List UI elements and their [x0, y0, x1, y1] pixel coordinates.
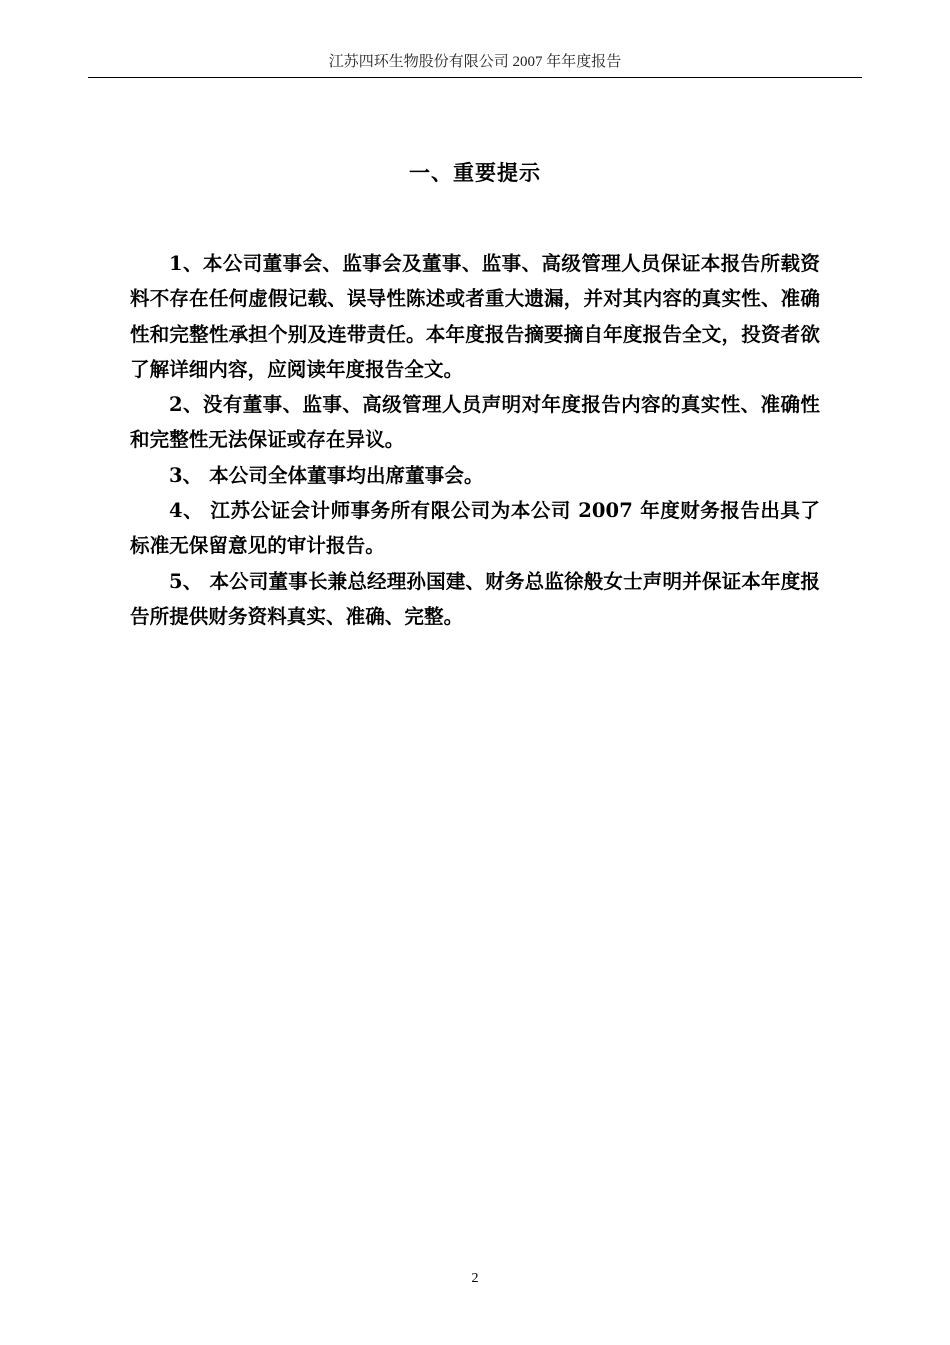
running-header: 江苏四环生物股份有限公司 2007 年年度报告: [328, 54, 622, 70]
page-number: 2: [471, 1271, 479, 1286]
notice-paragraph-4: 4、 江苏公证会计师事务所有限公司为本公司 2007 年度财务报告出具了标准无保留意见的审计报告。: [130, 499, 820, 558]
section-title: 一、重要提示: [409, 161, 541, 185]
notice-paragraph-1: 1、本公司董事会、监事会及董事、监事、高级管理人员保证本报告所载资料不存在任何虚假记载、误导性陈述或者重大遗漏，并对其内容的真实性、准确性和完整性承担个别及连带责任。本年度报告摘要摘自年度报告全文，投资者欲了解详细内容，应阅读年度报告全文。: [130, 252, 820, 381]
notice-paragraph-5: 5、 本公司董事长兼总经理孙国建、财务总监徐般女士声明并保证本年度报告所提供财务资料真实、准确、完整。: [130, 569, 820, 628]
header-divider: [88, 77, 862, 78]
notice-paragraph-3: 3、 本公司全体董事均出席董事会。: [169, 463, 484, 487]
notice-paragraph-2: 2、没有董事、监事、高级管理人员声明对年度报告内容的真实性、准确性和完整性无法保证或存在异议。: [130, 393, 820, 452]
important-notice-body: [130, 246, 820, 634]
